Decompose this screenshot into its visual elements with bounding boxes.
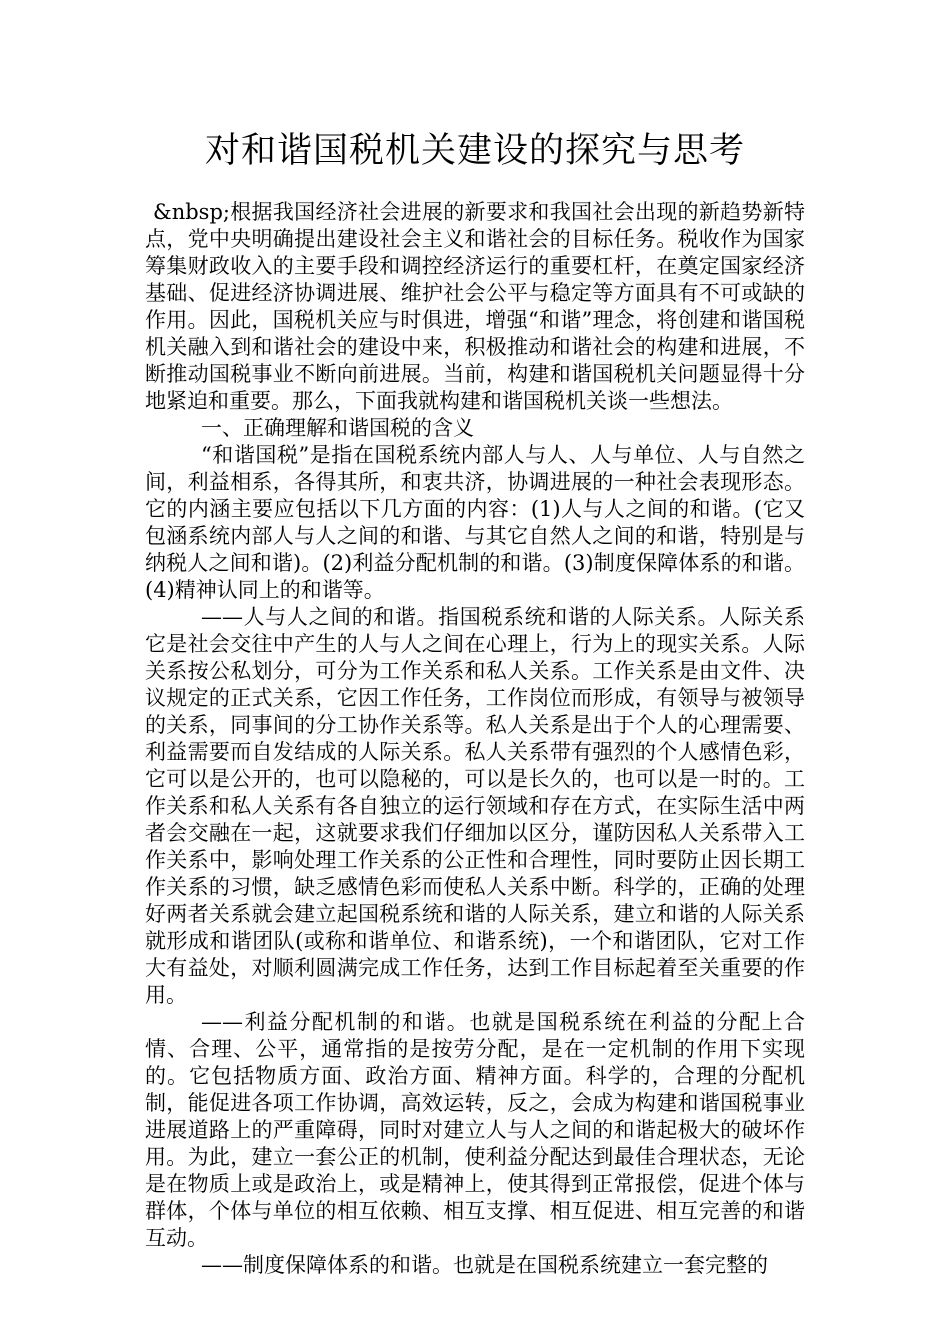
institutional-guarantee-paragraph: ——制度保障体系的和谐。也就是在国税系统建立一套完整的 [201,1253,768,1277]
intro-paragraph: &nbsp;根据我国经济社会进展的新要求和我国社会出现的新趋势新特点，党中央明确提出建设社会主义和谐社会的目标任务。税收作为国家筹集财政收入的主要手段和调控经济运行的重要杠杆，在奠定国家经济基础、促进经济协调进展、维护社会公平与稳定等方面具有不可或缺的作用。因此，国税机关应与时俱进，增强“和谐”理念，将创建和谐国税机关融入到和谐社会的建设中来，积极推动和谐社会的构建和进展，不断推动国税事业不断向前进展。当前，构建和谐国税机关问题显得十分地紧迫和重要。那么，下面我就构建和谐国税机关谈一些想法。 [145,200,805,413]
document-title: 对和谐国税机关建设的探究与思考 [204,131,745,171]
document-body [145,199,805,1279]
section-heading-1: 一、正确理解和谐国税的含义 [201,416,474,440]
interpersonal-harmony-paragraph: ——人与人之间的和谐。指国税系统和谐的人际关系。人际关系它是社会交往中产生的人与人之间在心理上，行为上的现实关系。人际关系按公私划分，可分为工作关系和私人关系。工作关系是由文件、决议规定的正式关系，它因工作任务，工作岗位而形成，有领导与被领导的关系，同事间的分工协作关系等。私人关系是出于个人的心理需要、利益需要而自发结成的人际关系。私人关系带有强烈的个人感情色彩，它可以是公开的，也可以隐秘的，可以是长久的，也可以是一时的。工作关系和私人关系有各自独立的运行领域和存在方式，在实际生活中两者会交融在一起，这就要求我们仔细加以区分，谨防因私人关系带入工作关系中，影响处理工作关系的公正性和合理性，同时要防止因长期工作关系的习惯，缺乏感情色彩而使私人关系中断。科学的，正确的处理好两者关系就会建立起国税系统和谐的人际关系，建立和谐的人际关系就形成和谐团队(或称和谐单位、和谐系统)，一个和谐团队，它对工作大有益处，对顺利圆满完成工作任务，达到工作目标起着至关重要的作用。 [145,605,805,1007]
benefit-distribution-paragraph: ——利益分配机制的和谐。也就是国税系统在利益的分配上合情、合理、公平，通常指的是按劳分配，是在一定机制的作用下实现的。它包括物质方面、政治方面、精神方面。科学的，合理的分配机制，能促进各项工作协调，高效运转，反之，会成为构建和谐国税事业进展道路上的严重障碍，同时对建立人与人之间的和谐起极大的破坏作用。为此，建立一套公正的机制，使利益分配达到最佳合理状态，无论是在物质上或是政治上，或是精神上，使其得到正常报偿，促进个体与群体，个体与单位的相互依赖、相互支撑、相互促进、相互完善的和谐互动。 [145,1010,805,1250]
definition-paragraph: “和谐国税”是指在国税系统内部人与人、人与单位、人与自然之间，利益相系，各得其所，和衷共济，协调进展的一种社会表现形态。它的内涵主要应包括以下几方面的内容：(1)人与人之间的和谐。(它又包涵系统内部人与人之间的和谐、与其它自然人之间的和谐，特别是与纳税人之间和谐)。(2)利益分配机制的和谐。(3)制度保障体系的和谐。(4)精神认同上的和谐等。 [145,443,805,602]
